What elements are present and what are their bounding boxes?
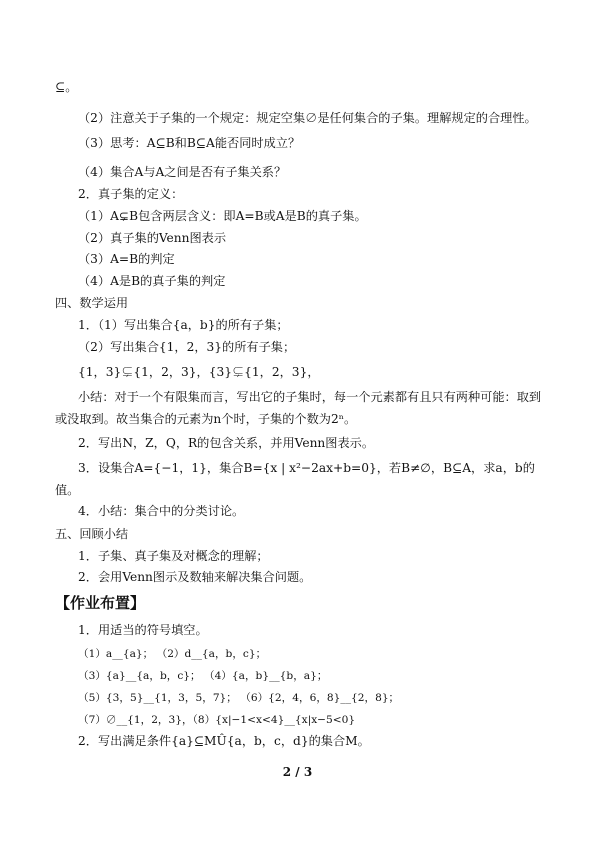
section-title: 四、数学运用 (55, 296, 129, 310)
homework-line: （1）a__{a}； （2）d__{a，b，c}； (78, 648, 267, 660)
homework-line: 2．写出满足条件{a}⊆MÛ{a，b，c，d}的集合M。 (78, 734, 370, 748)
text-line: （1）A⊊B包含两层含义：即A=B或A是B的真子集。 (78, 209, 367, 223)
text-line: （2）写出集合{1，2，3}的所有子集； (78, 340, 296, 354)
text-line: 4．小结：集合中的分类讨论。 (78, 504, 245, 518)
text-line: 1．（1）写出集合{a，b}的所有子集； (78, 318, 289, 332)
page-number: 2 / 3 (282, 765, 313, 779)
homework-line: （3）{a}__{a，b，c}； （4）{a，b}__{b，a}； (78, 670, 328, 682)
homework-line: （7）∅__{1，2，3}，（8）{x|−1<x<4}__{x|x−5<0} (78, 714, 356, 726)
text-line: {1，3}⊊{1，2，3}，{3}⊊{1，2，3}， (78, 365, 320, 379)
homework-line: （5）{3，5}__{1，3，5，7}； （6）{2，4，6，8}__{2，8}； (78, 692, 400, 704)
text-line: 2．真子集的定义： (78, 187, 184, 201)
text-line: ⊆。 (55, 80, 78, 94)
text-line: 3．设集合A={−1，1}，集合B={x | x²−2ax+b=0}，若B≠∅，B⊆A，求a，b的 (78, 461, 535, 475)
text-line: 2．会用Venn图示及数轴来解决集合问题。 (78, 570, 312, 584)
homework-heading: 【作业布置】 (55, 594, 146, 612)
text-line: 2．写出N，Z，Q，R的包含关系，并用Venn图表示。 (78, 436, 375, 450)
text-line: （3）A=B的判定 (78, 252, 175, 266)
text-line: 1．子集、真子集及对概念的理解； (78, 549, 269, 563)
homework-line: 1．用适当的符号填空。 (78, 623, 208, 637)
text-line: 小结：对于一个有限集而言，写出它的子集时，每一个元素都有且只有两种可能：取到 (78, 390, 542, 404)
text-line: （2）注意关于子集的一个规定：规定空集∅是任何集合的子集。理解规定的合理性。 (78, 111, 537, 125)
text-line: （3）思考：A⊆B和B⊆A能否同时成立？ (78, 136, 301, 150)
text-line: （4）A是B的真子集的判定 (78, 274, 226, 288)
section-title: 五、回顾小结 (55, 527, 129, 541)
text-line: 值。 (55, 483, 80, 497)
text-line: 或没取到。故当集合的元素为n个时，子集的个数为2ⁿ。 (55, 412, 357, 426)
text-line: （4）集合A与A之间是否有子集关系？ (78, 165, 287, 179)
text-line: （2）真子集的Venn图表示 (78, 231, 227, 245)
